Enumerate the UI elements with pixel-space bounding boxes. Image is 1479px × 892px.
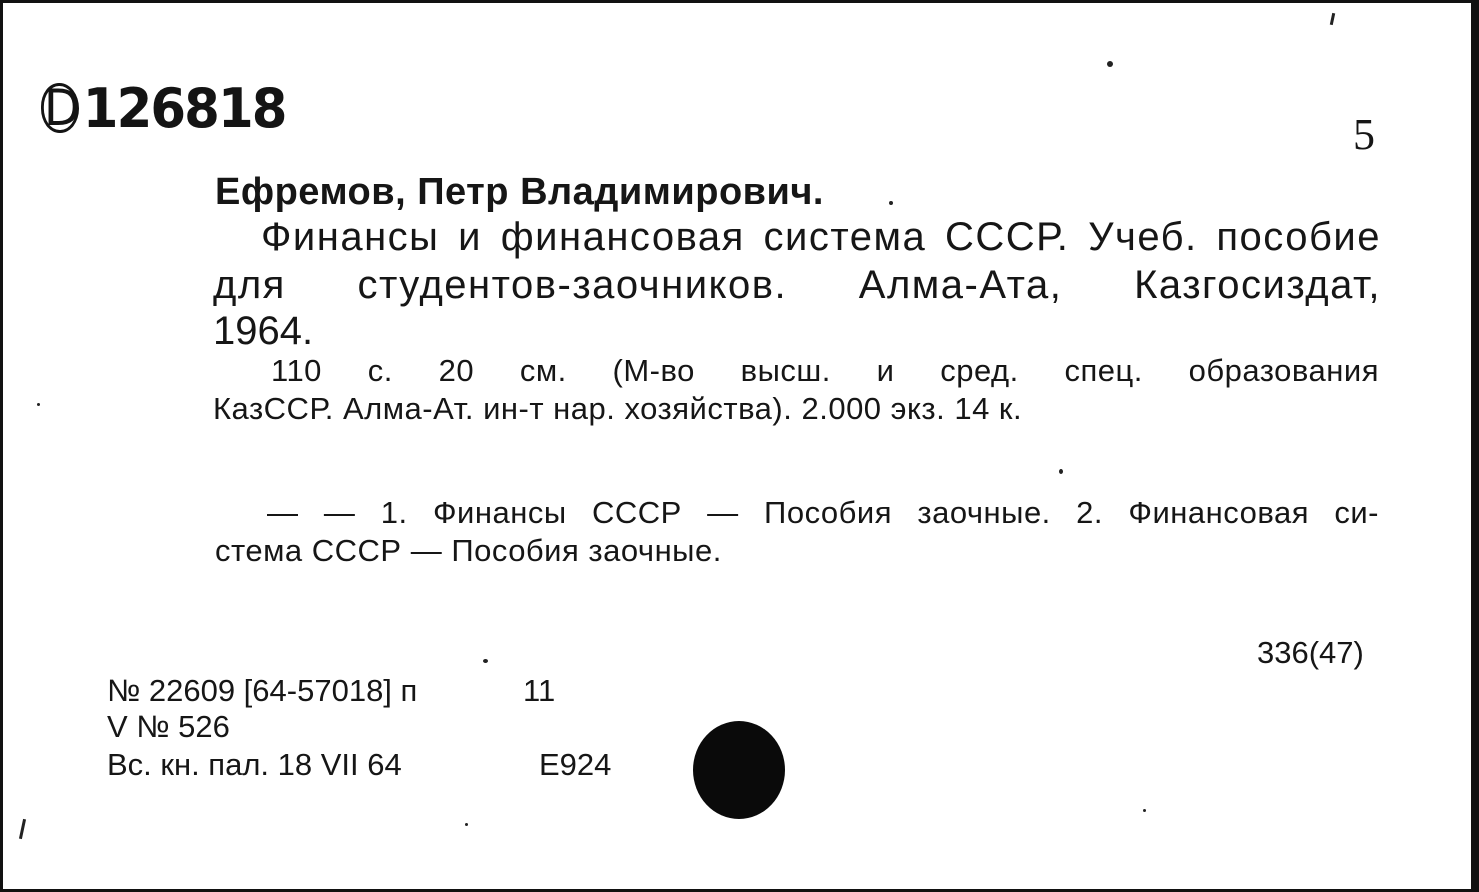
card-number: 5 [1353, 110, 1375, 159]
ink-stroke [1330, 13, 1335, 25]
book-chamber-stamp: Вс. кн. пал. 18 VII 64 [107, 747, 402, 782]
ink-speck [1107, 61, 1113, 67]
author-heading: Ефремов, Петр Владимирович. [215, 171, 824, 213]
order-number: № 22609 [64-57018] п [107, 673, 418, 708]
title-line-2: для студентов-заочников. Алма-Ата, Казгосиздат, [213, 263, 1381, 307]
ink-stroke [19, 819, 26, 839]
classification-code: 336(47) [1257, 635, 1364, 670]
ink-speck [483, 659, 488, 663]
ink-speck [889, 201, 893, 205]
handwritten-call-number [41, 77, 286, 140]
physical-description-line-2: КазССР. Алма-Ат. ин-т нар. хозяйства). 2.000 экз. 14 к. [213, 391, 1023, 426]
order-sheet-number: 11 [523, 673, 556, 708]
subject-headings-line-1: — — 1. Финансы СССР — Пособия заочные. 2. Финансовая си- [267, 495, 1379, 530]
ink-speck [1143, 809, 1146, 812]
v-number: V № 526 [107, 709, 230, 744]
punch-hole [693, 721, 785, 819]
subject-headings-line-2: стема СССР — Пособия заочные. [215, 533, 722, 568]
ink-speck [37, 403, 40, 406]
physical-description-line-1: 110 с. 20 см. (М-во высш. и сред. спец. образования [271, 353, 1379, 388]
handwritten-id-number: 126818 [82, 77, 286, 140]
ink-speck [1059, 469, 1063, 474]
index-code: Е924 [539, 747, 612, 782]
ink-speck [465, 823, 468, 826]
title-line-3: 1964. [213, 309, 314, 353]
title-line-1: Финансы и финансовая система СССР. Учеб. пособие [261, 215, 1381, 259]
handwritten-prefix: D [41, 83, 79, 133]
